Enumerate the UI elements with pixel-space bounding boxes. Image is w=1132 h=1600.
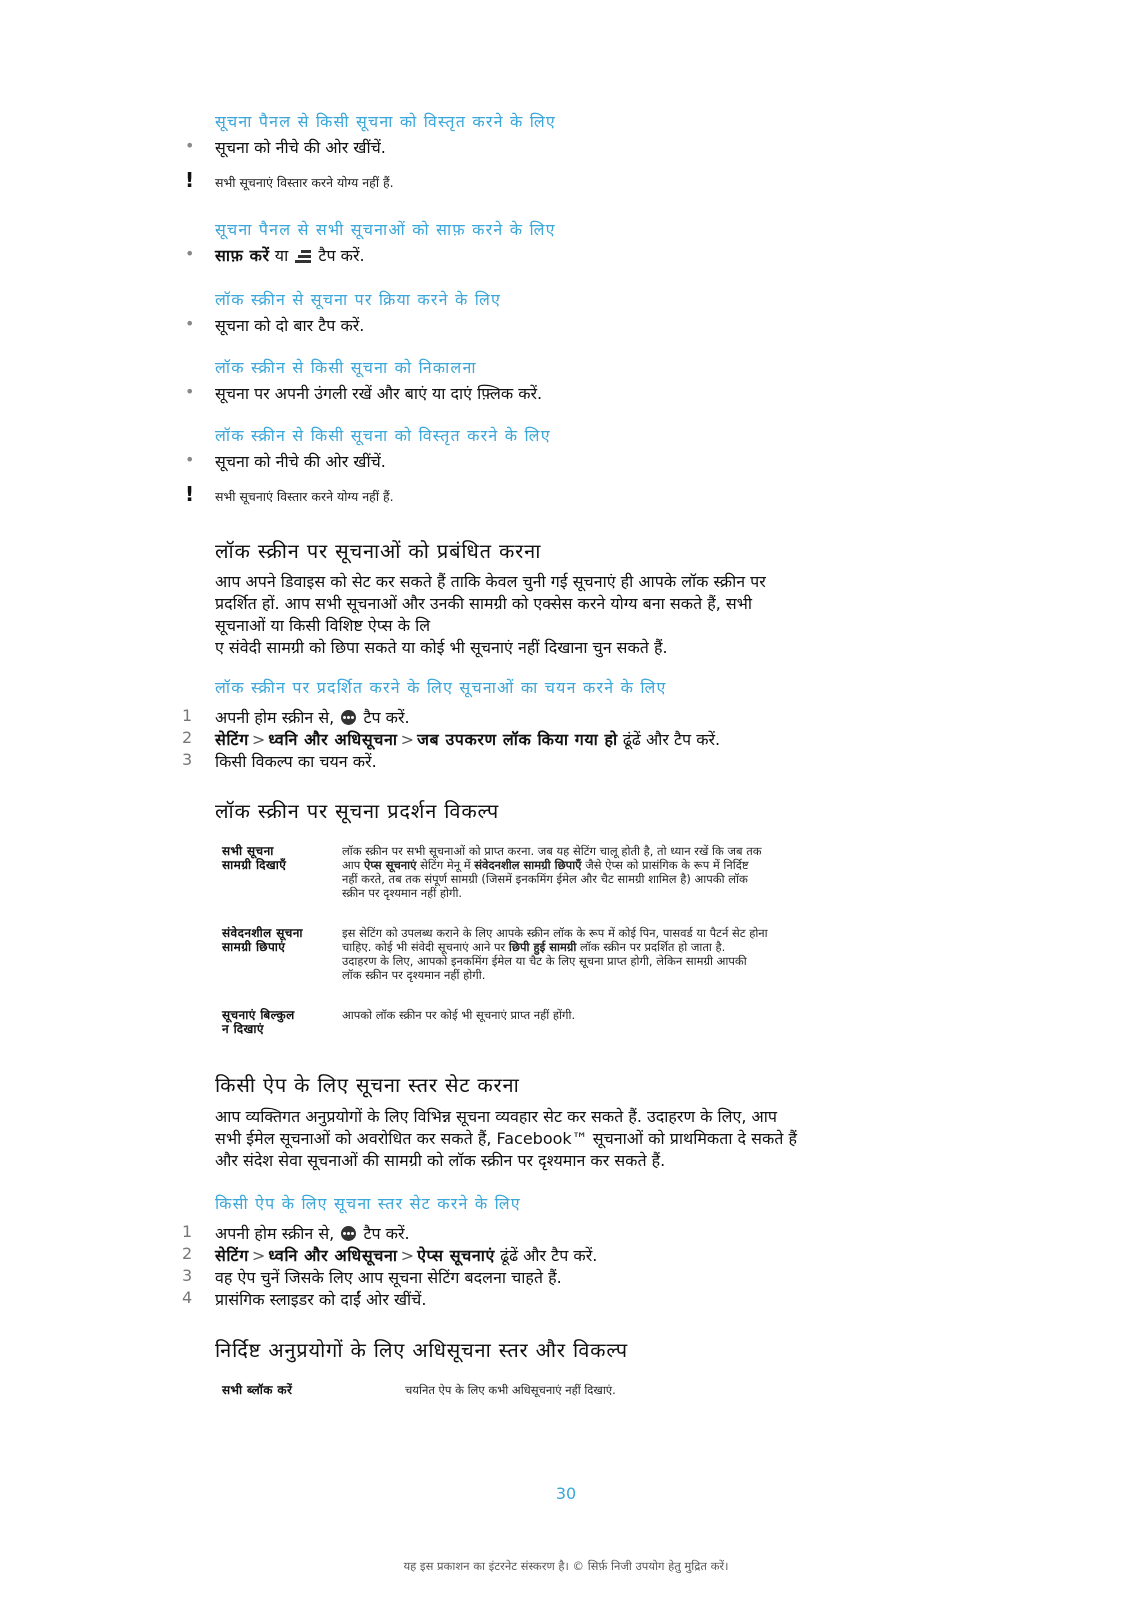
option-description: आपको लॉक स्क्रीन पर कोई भी सूचनाएं प्राप्त नहीं होंगी. [342,1008,576,1022]
bullet-dot: • [185,382,195,401]
apps-icon [341,1226,356,1241]
subheading-select-notifications: लॉक स्क्रीन पर प्रदर्शित करने के लिए सूचनाओं का चयन करने के लिए [215,678,667,697]
clear-all-icon [295,249,311,263]
option-label: सभी सूचना सामग्री दिखाएँ [222,844,287,872]
page-number: 30 [555,1484,577,1503]
apps-icon [341,710,356,725]
option-description: चयनित ऐप के लिए कभी अधिसूचनाएं नहीं दिखाएं. [405,1383,616,1397]
subheading-lock-expand: लॉक स्क्रीन से किसी सूचना को विस्तृत करने के लिए [215,426,551,445]
paragraph: आप व्यक्तिगत अनुप्रयोगों के लिए विभिन्न सूचना व्यवहार सेट कर सकते हैं. उदाहरण के लिए, आप सभी ईमेल सूचनाओं को अवरोधित कर सकते हैं, Facebook™ सूचनाओं को प्राथमिकता दे सकते हैं और संदेश सेवा सूचनाओं की सामग्री को लॉक स्क्रीन पर दृश्यमान कर सकते हैं. [215,1107,797,1170]
option-description: लॉक स्क्रीन पर सभी सूचनाओं को प्राप्त करना. जब यह सेटिंग चालू होती है, तो ध्यान रखें कि जब तक आप ऐप्स सूचनाएं सेटिंग मेनू में संवेदनशील सामग्री छिपाएँ जैसे ऐप्स को प्रासंगिक के रूप में निर्दिष्ट नहीं करते, तब तक संपूर्ण सामग्री (जिसमें इनकमिंग ईमेल और चैट सामग्री शामिल है) आपकी लॉक स्क्रीन पर दृश्यमान नहीं होगी. [342,844,762,900]
section-heading: लॉक स्क्रीन पर सूचना प्रदर्शन विकल्प [215,799,500,823]
subheading-clear-all: सूचना पैनल से सभी सूचनाओं को साफ़ करने के लिए [215,220,556,239]
document-page: सूचना पैनल से किसी सूचना को विस्तृत करने के लिए • सूचना को नीचे की ओर खींचें. ! सभी सूचनाएं विस्तार करने योग्य नहीं हैं. सूचना पैनल से सभी सूचनाओं को साफ़ करने के लिए • साफ़ करें या टैप करें. लॉक स्क्रीन से सूचना पर क्रिया करने के लिए • सूचना को दो बार टैप करें. लॉक स्क्रीन से किसी सूचना को निकालना • सूचना पर अपनी उंगली रखें और बाएं या दाएं फ़्लिक करें. लॉक स्क्रीन से किसी सूचना को विस्तृत करने के लिए • सूचना को नीचे की ओर खींचें. ! सभी सूचनाएं विस्तार करने योग्य नहीं हैं. लॉक स्क्रीन पर सूचनाओं को प्रबंधित करना आप अपने डिवाइस को सेट कर सकते हैं ताकि केवल चुनी गई सूचनाएं ही आपके लॉक स्क्रीन पर प्रदर्शित हों. आप सभी सूचनाओं और उनकी सामग्री को एक्सेस करने योग्य बना सकते हैं, सभी सूचनाओं या किसी विशिष्ट ऐप्स के लि ए संवेदी सामग्री को छिपा सकते या कोई भी सूचनाएं नहीं दिखाना चुन सकते हैं. लॉक स्क्रीन पर प्रदर्शित करने के लिए सूचनाओं का चयन करने के लिए 1 अपनी होम स्क्रीन से, टैप करें. 2 सेटिंग > ध्वनि और अधिसूचना > जब उपकरण लॉक किया गया हो ढूंढें और टैप करें. 3 किसी विकल्प का चयन करें. लॉक स्क्रीन पर सूचना प्रदर्शन विकल्प सभी सूचना सामग्री दिखाएँ लॉक स्क्रीन पर सभी सूचनाओं को प्राप्त करना. जब यह सेटिंग चालू होती है, तो ध्यान रखें कि जब तक आप ऐप्स सूचनाएं सेटिंग मेनू में संवेदनशील सामग्री छिपाएँ जैसे ऐप्स को प्रासंगिक के रूप में निर्दिष्ट नहीं करते, तब तक संपूर्ण सामग्री (जिसमें इनकमिंग ईमेल और चैट सामग्री शामिल है) आपकी लॉक स्क्रीन पर दृश्यमान नहीं होगी. संवेदनशील सूचना सामग्री छिपाएं इस सेटिंग को उपलब्ध कराने के लिए आपके स्क्रीन लॉक के रूप में कोई पिन, पासवर्ड या पैटर्न सेट होना चाहिए. कोई भी संवेदी सूचनाएं आने पर छिपी हुई सामग्री लॉक स्क्रीन पर प्रदर्शित हो जाता है. उदाहरण के लिए, आपको इनकमिंग ईमेल या चैट के लिए सूचना प्राप्त होगी, लेकिन सामग्री आपकी लॉक स्क्रीन पर दृश्यमान नहीं होगी. सूचनाएं बिल्कुल न दिखाएं आपको लॉक स्क्रीन पर कोई भी सूचनाएं प्राप्त नहीं होंगी. किसी ऐप के लिए सूचना स्तर सेट करना आप व्यक्तिगत अनुप्रयोगों के लिए विभिन्न सूचना व्यवहार सेट कर सकते हैं. उदाहरण के लिए, आप सभी ईमेल सूचनाओं को अवरोधित कर सकते हैं, Facebook™ सूचनाओं को प्राथमिकता दे सकते हैं और संदेश सेवा सूचनाओं की सामग्री को लॉक स्क्रीन पर दृश्यमान कर सकते हैं. किसी ऐप के लिए सूचना स्तर सेट करने के लिए 1 अपनी होम स्क्रीन से, टैप करें. 2 सेटिंग > ध्वनि और अधिसूचना > ऐप्स सूचनाएं ढूंढें और टैप करें. 3 वह ऐप चुनें जिसके लिए आप सूचना सेटिंग बदलना चाहते हैं. 4 प्रासंगिक स्लाइडर को दाईं ओर खींचें. निर्दिष्ट अनुप्रयोगों के लिए अधिसूचना स्तर और विकल्प सभी ब्लॉक करें चयनित ऐप के लिए कभी अधिसूचनाएं नहीं दिखाएं. 30 यह इस प्रकाशन का इंटरनेट संस्करण है। © सिर्फ़ निजी उपयोग हेतु मुद्रित करें। [0,0,1132,1600]
footer-note: यह इस प्रकाशन का इंटरनेट संस्करण है। © सिर्फ़ निजी उपयोग हेतु मुद्रित करें। [403,1559,729,1573]
section-heading: निर्दिष्ट अनुप्रयोगों के लिए अधिसूचना स्तर और विकल्प [215,1338,628,1362]
paragraph: आप अपने डिवाइस को सेट कर सकते हैं ताकि केवल चुनी गई सूचनाएं ही आपके लॉक स्क्रीन पर प्रदर्शित हों. आप सभी सूचनाओं और उनकी सामग्री को एक्सेस करने योग्य बना सकते हैं, सभी सूचनाओं या किसी विशिष्ट ऐप्स के लि ए संवेदी सामग्री को छिपा सकते या कोई भी सूचनाएं नहीं दिखाना चुन सकते हैं. [215,572,766,657]
bullet-dot: • [185,450,195,469]
section-heading: लॉक स्क्रीन पर सूचनाओं को प्रबंधित करना [215,539,542,563]
option-label: संवेदनशील सूचना सामग्री छिपाएं [222,926,303,954]
subheading-lock-dismiss: लॉक स्क्रीन से किसी सूचना को निकालना [215,358,477,377]
bullet-dot: • [185,244,195,263]
subheading-expand-panel: सूचना पैनल से किसी सूचना को विस्तृत करने के लिए [215,112,556,131]
option-label: सभी ब्लॉक करें [222,1383,293,1397]
option-label: सूचनाएं बिल्कुल न दिखाएं [222,1008,295,1036]
option-description: इस सेटिंग को उपलब्ध कराने के लिए आपके स्क्रीन लॉक के रूप में कोई पिन, पासवर्ड या पैटर्न सेट होना चाहिए. कोई भी संवेदी सूचनाएं आने पर छिपी हुई सामग्री लॉक स्क्रीन पर प्रदर्शित हो जाता है. उदाहरण के लिए, आपको इनकमिंग ईमेल या चैट के लिए सूचना प्राप्त होगी, लेकिन सामग्री आपकी लॉक स्क्रीन पर दृश्यमान नहीं होगी. [342,926,768,982]
bullet-dot: • [185,136,195,155]
subheading-lock-action: लॉक स्क्रीन से सूचना पर क्रिया करने के लिए [215,290,502,309]
exclamation-icon: ! [185,168,195,192]
exclamation-icon: ! [185,482,195,506]
subheading-set-level: किसी ऐप के लिए सूचना स्तर सेट करने के लिए [215,1194,521,1213]
bullet-dot: • [185,314,195,333]
section-heading: किसी ऐप के लिए सूचना स्तर सेट करना [215,1073,520,1097]
